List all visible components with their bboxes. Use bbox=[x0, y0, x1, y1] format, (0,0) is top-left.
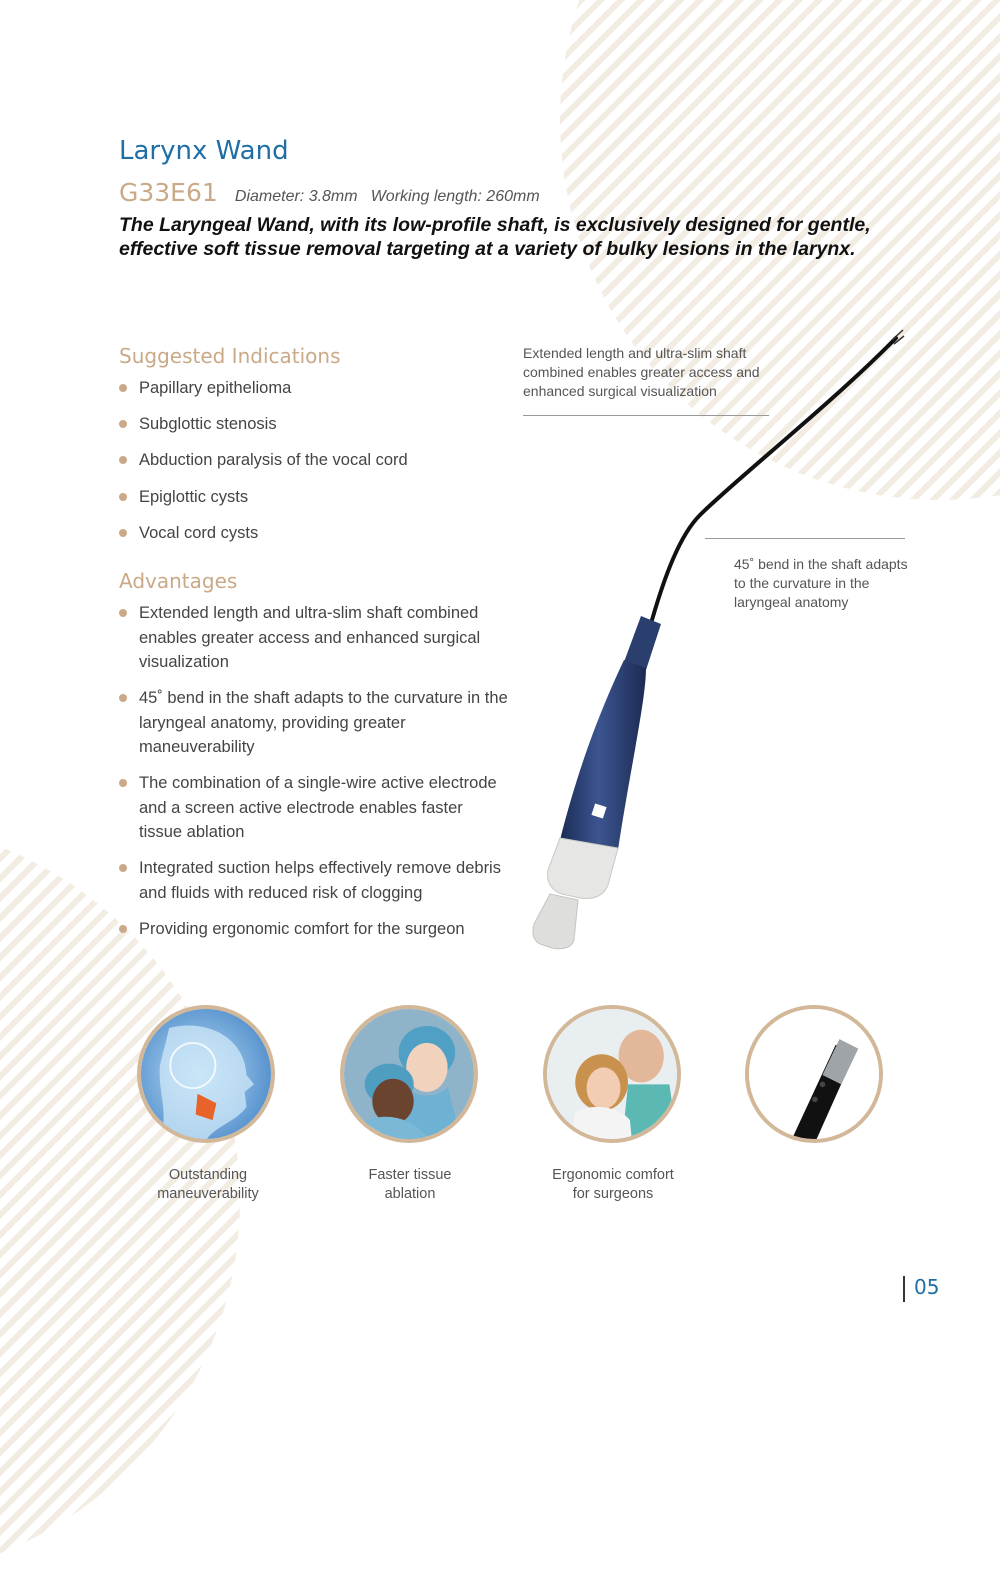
list-item-text: Integrated suction helps effectively remove debris and fluids with reduced risk of clogging bbox=[139, 859, 501, 902]
child-patient-photo bbox=[543, 1005, 681, 1143]
wand-illustration bbox=[500, 320, 930, 960]
list-item bbox=[119, 412, 509, 437]
feature-caption bbox=[330, 1166, 490, 1204]
bullet-icon bbox=[119, 493, 127, 501]
list-item bbox=[119, 521, 509, 546]
caption-line: Outstanding bbox=[168, 1167, 248, 1183]
bullet-icon bbox=[119, 456, 127, 464]
list-item bbox=[119, 485, 509, 510]
bullet-icon bbox=[119, 694, 127, 702]
list-item bbox=[119, 448, 509, 473]
feature-caption bbox=[128, 1166, 288, 1204]
bullet-icon bbox=[119, 529, 127, 537]
bullet-icon bbox=[119, 925, 127, 933]
bullet-icon bbox=[119, 779, 127, 787]
product-tagline: The Laryngeal Wand, with its low-profile shaft, is exclusively designed for gentle, effective soft tissue removal targeting at a variety of bulky lesions in the larynx. bbox=[119, 214, 871, 260]
caption-line: maneuverability bbox=[157, 1186, 259, 1202]
list-item-text: Providing ergonomic comfort for the surgeon bbox=[139, 919, 465, 938]
electrode-tip-image bbox=[745, 1005, 883, 1143]
list-item-text: Subglottic stenosis bbox=[139, 415, 277, 434]
page-number-divider bbox=[903, 1276, 905, 1302]
caption-line: Faster tissue bbox=[368, 1167, 452, 1183]
model-code: G33E61 bbox=[119, 178, 218, 207]
model-line bbox=[119, 178, 540, 207]
advantages-heading: Advantages bbox=[119, 569, 238, 593]
list-item-text: The combination of a single-wire active electrode and a screen active electrode enables faster tissue ablation bbox=[139, 774, 497, 841]
list-item-text: Vocal cord cysts bbox=[139, 523, 259, 542]
feature-caption bbox=[533, 1166, 693, 1204]
list-item bbox=[119, 601, 509, 675]
advantages-list bbox=[119, 601, 509, 953]
callout-top: Extended length and ultra-slim shaft combined enables greater access and enhanced surgical visualization bbox=[523, 345, 760, 399]
product-title: Larynx Wand bbox=[119, 136, 289, 166]
list-item bbox=[119, 771, 509, 845]
caption-line: ablation bbox=[384, 1186, 436, 1202]
list-item bbox=[119, 917, 509, 942]
list-item-text: Extended length and ultra-slim shaft combined enables greater access and enhanced surgical visualization bbox=[139, 604, 481, 671]
anatomy-image bbox=[137, 1005, 275, 1143]
bullet-icon bbox=[119, 384, 127, 392]
bullet-icon bbox=[119, 420, 127, 428]
surgeons-photo bbox=[340, 1005, 478, 1143]
page-number: 05 bbox=[914, 1275, 940, 1299]
list-item bbox=[119, 376, 509, 401]
list-item bbox=[119, 686, 509, 760]
caption-line: for surgeons bbox=[572, 1186, 654, 1202]
indications-heading: Suggested Indications bbox=[119, 344, 341, 368]
bullet-icon bbox=[119, 609, 127, 617]
list-item bbox=[119, 856, 509, 905]
list-item-text: Abduction paralysis of the vocal cord bbox=[139, 451, 408, 470]
list-item-text: Epiglottic cysts bbox=[139, 487, 249, 506]
bullet-icon bbox=[119, 864, 127, 872]
list-item-text: 45˚ bend in the shaft adapts to the curvature in the laryngeal anatomy, providing greater maneuverability bbox=[139, 689, 508, 756]
caption-line: Ergonomic comfort bbox=[552, 1167, 674, 1183]
indications-list bbox=[119, 376, 509, 557]
list-item-text: Papillary epithelioma bbox=[139, 379, 292, 397]
spec-diameter: Diameter: 3.8mm bbox=[234, 188, 358, 205]
callout-right: 45˚ bend in the shaft adapts to the curvature in the laryngeal anatomy bbox=[734, 556, 908, 610]
spec-working-length: Working length: 260mm bbox=[370, 188, 540, 205]
